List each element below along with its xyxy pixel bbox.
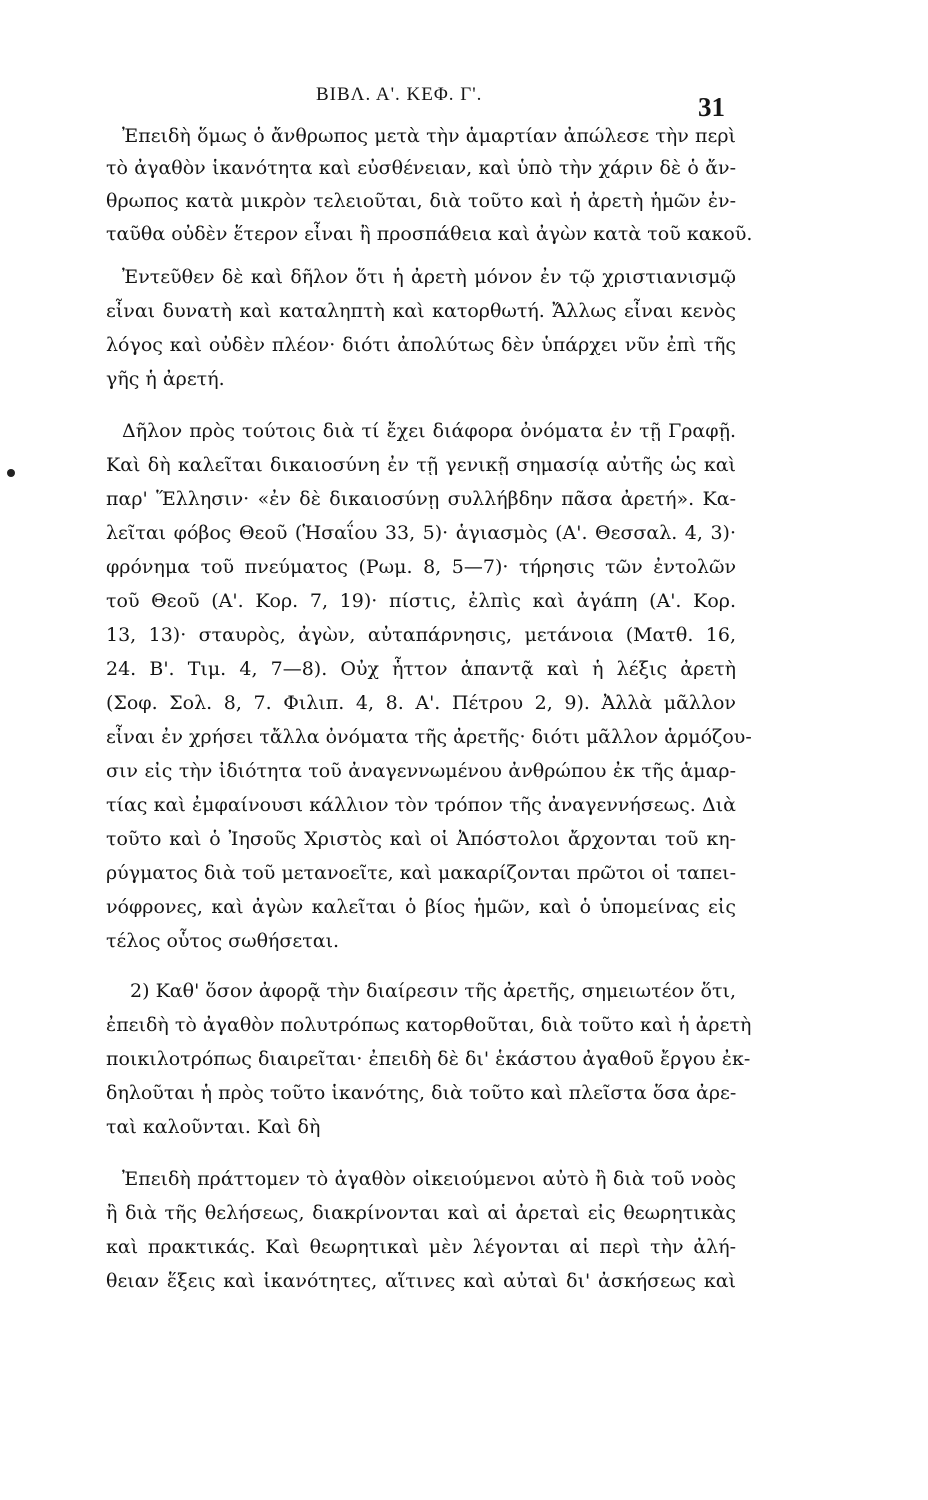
text-line: Ἐπειδὴ ὅμως ὁ ἄνθρωπος μετὰ τὴν ἁμαρτίαν ἀπώλεσε τὴν περὶ: [122, 125, 736, 147]
text-line: ταῦθα οὐδὲν ἕτερον εἶναι ἢ προσπάθεια καὶ ἀγὼν κατὰ τοῦ κακοῦ.: [106, 223, 753, 245]
text-line: 2) Καθ' ὅσον ἀφορᾷ τὴν διαίρεσιν τῆς ἀρετῆς, σημειωτέον ὅτι,: [130, 980, 736, 1002]
text-line: Ἐπειδὴ πράττομεν τὸ ἀγαθὸν οἰκειούμενοι αὐτὸ ἢ διὰ τοῦ νοὸς: [122, 1168, 736, 1190]
text-line: λεῖται φόβος Θεοῦ (Ἡσαΐου 33, 5)· ἁγιασμὸς (Α'. Θεσσαλ. 4, 3)·: [106, 522, 736, 544]
text-line: τέλος οὗτος σωθήσεται.: [106, 930, 340, 952]
text-line: Δῆλον πρὸς τούτοις διὰ τί ἔχει διάφορα ὀνόματα ἐν τῇ Γραφῇ.: [122, 420, 736, 442]
text-line: νόφρονες, καὶ ἀγὼν καλεῖται ὁ βίος ἡμῶν, καὶ ὁ ὑπομείνας εἰς: [106, 896, 736, 918]
text-line: Καὶ δὴ καλεῖται δικαιοσύνη ἐν τῇ γενικῇ σημασίᾳ αὐτῆς ὡς καὶ: [106, 454, 736, 476]
text-line: τίας καὶ ἐμφαίνουσι κάλλιον τὸν τρόπον τῆς ἀναγεννήσεως. Διὰ: [106, 794, 736, 816]
text-line: τὸ ἀγαθὸν ἱκανότητα καὶ εὐσθένειαν, καὶ ὑπὸ τὴν χάριν δὲ ὁ ἄν-: [106, 157, 736, 179]
text-line: εἶναι δυνατὴ καὶ καταληπτὴ καὶ κατορθωτή. Ἄλλως εἶναι κενὸς: [106, 300, 736, 322]
text-line: θειαν ἕξεις καὶ ἱκανότητες, αἵτινες καὶ αὐταὶ δι' ἀσκήσεως καὶ: [106, 1270, 736, 1292]
text-line: καὶ πρακτικάς. Καὶ θεωρητικαὶ μὲν λέγονται αἱ περὶ τὴν ἀλή-: [106, 1236, 736, 1258]
text-line: σιν εἰς τὴν ἰδιότητα τοῦ ἀναγεννωμένου ἀνθρώπου ἐκ τῆς ἁμαρ-: [106, 760, 736, 782]
text-line: λόγος καὶ οὐδὲν πλέον· διότι ἀπολύτως δὲν ὑπάρχει νῦν ἐπὶ τῆς: [106, 334, 736, 356]
text-line: φρόνημα τοῦ πνεύματος (Ρωμ. 8, 5—7)· τήρησις τῶν ἐντολῶν: [106, 556, 736, 578]
text-line: ἐπειδὴ τὸ ἀγαθὸν πολυτρόπως κατορθοῦται, διὰ τοῦτο καὶ ἡ ἀρετὴ: [106, 1014, 752, 1036]
text-line: (Σοφ. Σολ. 8, 7. Φιλιπ. 4, 8. Α'. Πέτρου 2, 9). Ἀλλὰ μᾶλλον: [106, 692, 736, 714]
text-line: ρύγματος διὰ τοῦ μετανοεῖτε, καὶ μακαρίζονται πρῶτοι οἱ ταπει-: [106, 862, 736, 884]
text-line: ἢ διὰ τῆς θελήσεως, διακρίνονται καὶ αἱ ἀρεταὶ εἰς θεωρητικὰς: [106, 1202, 736, 1224]
text-line: δηλοῦται ἡ πρὸς τοῦτο ἱκανότης, διὰ τοῦτο καὶ πλεῖστα ὅσα ἀρε-: [106, 1082, 737, 1104]
margin-mark: [7, 469, 15, 477]
text-line: 13, 13)· σταυρὸς, ἀγὼν, αὐταπάρνησις, μετάνοια (Ματθ. 16,: [106, 624, 736, 646]
page-number: 31: [698, 92, 725, 122]
text-line: εἶναι ἐν χρήσει τἄλλα ὀνόματα τῆς ἀρετῆς· διότι μᾶλλον ἁρμόζου-: [106, 726, 752, 748]
text-line: θρωπος κατὰ μικρὸν τελειοῦται, διὰ τοῦτο καὶ ἡ ἀρετὴ ἡμῶν ἐν-: [106, 190, 736, 212]
running-head: ΒΙΒΛ. Α'. ΚΕΦ. Γ'.: [316, 84, 483, 105]
text-line: γῆς ἡ ἀρετή.: [106, 368, 225, 390]
text-line: 24. Β'. Τιμ. 4, 7—8). Οὐχ ἧττον ἁπαντᾷ καὶ ἡ λέξις ἀρετὴ: [106, 658, 736, 680]
text-line: τοῦτο καὶ ὁ Ἰησοῦς Χριστὸς καὶ οἱ Ἀπόστολοι ἄρχονται τοῦ κη-: [106, 828, 736, 850]
text-line: ταὶ καλοῦνται. Καὶ δὴ: [106, 1116, 321, 1138]
text-line: ποικιλοτρόπως διαιρεῖται· ἐπειδὴ δὲ δι' ἑκάστου ἀγαθοῦ ἔργου ἐκ-: [106, 1048, 751, 1070]
text-line: Ἐντεῦθεν δὲ καὶ δῆλον ὅτι ἡ ἀρετὴ μόνον ἐν τῷ χριστιανισμῷ: [122, 266, 736, 288]
text-line: παρ' Ἕλλησιν· «ἐν δὲ δικαιοσύνῃ συλλήβδην πᾶσα ἀρετή». Κα-: [106, 488, 736, 510]
text-line: τοῦ Θεοῦ (Α'. Κορ. 7, 19)· πίστις, ἐλπὶς καὶ ἀγάπη (Α'. Κορ.: [106, 590, 736, 612]
